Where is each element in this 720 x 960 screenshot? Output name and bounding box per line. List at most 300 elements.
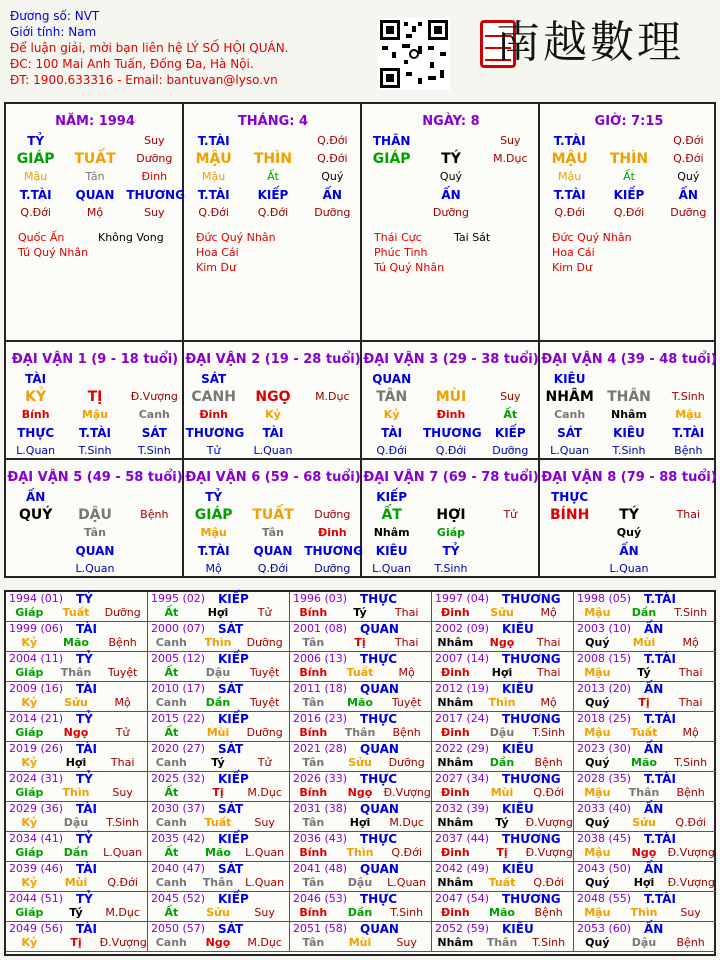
heavenly-stem: CANH — [191, 389, 236, 405]
earthly-branch: TÝ — [619, 507, 639, 523]
dai-van-title: ĐẠI VẬN 8 (79 - 88 tuổi) — [541, 470, 717, 485]
year-stage: Thai — [394, 606, 419, 619]
pillar-row — [362, 150, 540, 168]
year-cell — [574, 622, 716, 652]
year-pillar — [290, 756, 430, 769]
ten-god: SÁT — [201, 372, 227, 386]
year-stage: T.Sinh — [532, 936, 566, 949]
hidden-god: TÀI — [262, 426, 284, 440]
year-branch: Ngọ — [347, 786, 373, 799]
year-branch: Hợi — [207, 606, 229, 619]
year-stage: L.Quan — [245, 876, 285, 889]
hidden-stage: L.Quan — [16, 444, 56, 457]
hidden-god: ẤN — [441, 188, 461, 202]
year-label: 2014 (21) — [9, 712, 64, 725]
year-pillar — [148, 726, 288, 739]
dv-row — [540, 524, 718, 542]
year-ten-god: ẤN — [644, 922, 664, 936]
stage: Q.Đới — [673, 134, 704, 147]
year-pillar — [432, 756, 572, 769]
contact-line: Để luận giải, mời bạn liên hệ LÝ SỐ HỘI QUÁN. — [10, 41, 289, 55]
hidden-stem: Đinh — [199, 408, 228, 421]
dv-row — [6, 370, 184, 388]
year-ten-god: SÁT — [218, 862, 244, 876]
hidden-stage: Dưỡng — [314, 562, 351, 575]
dv-row — [362, 442, 540, 460]
year-stem: Mậu — [584, 786, 611, 799]
year-ten-god: THỰC — [360, 652, 398, 666]
ten-god: THÂN — [372, 134, 411, 148]
pillar-cell — [362, 112, 540, 290]
year-stem: Nhâm — [437, 636, 474, 649]
year-ten-god: THỰC — [360, 892, 398, 906]
dv-row — [362, 506, 540, 524]
year-label: 2040 (47) — [151, 862, 206, 875]
year-pillar — [290, 606, 430, 619]
dv-row — [6, 442, 184, 460]
earthly-branch: DẬU — [78, 507, 112, 523]
year-cell — [6, 832, 148, 862]
hidden-stage: Mộ — [86, 206, 104, 219]
hidden-stem: Mậu — [24, 170, 48, 183]
hidden-stage — [364, 204, 420, 222]
hidden-stem: Mậu — [558, 170, 582, 183]
hidden-god: T.TÀI — [197, 188, 230, 202]
year-label: 2029 (36) — [9, 802, 64, 815]
dv-row — [6, 524, 184, 542]
pillar-row — [362, 186, 540, 204]
year-stage: Đ.Vượng — [525, 846, 573, 859]
year-label: 2005 (12) — [151, 652, 206, 665]
year-pillar — [148, 666, 288, 679]
address-line: ĐC: 100 Mai Anh Tuấn, Đống Đa, Hà Nội. — [10, 57, 254, 71]
year-stem: Giáp — [15, 906, 44, 919]
ten-god: THỰC — [551, 490, 589, 504]
year-pillar — [432, 726, 572, 739]
heavenly-stem: ẤT — [381, 507, 402, 523]
spacer — [126, 370, 182, 388]
year-stem: Đinh — [441, 846, 470, 859]
year-ten-god: KIÊU — [502, 922, 534, 936]
year-pillar — [432, 906, 572, 919]
year-ten-god: KIÊU — [502, 802, 534, 816]
year-label: 2049 (56) — [9, 922, 64, 935]
year-ten-god: TỶ — [76, 712, 93, 726]
year-stage: Bệnh — [108, 636, 137, 649]
year-cell — [574, 832, 716, 862]
year-ten-god: KIẾP — [218, 832, 249, 846]
hidden-stem: Tân — [262, 526, 284, 539]
year-ten-god: T.TÀI — [644, 712, 676, 726]
spacer — [304, 370, 360, 388]
hidden-god — [482, 186, 538, 204]
hidden-god: KIẾP — [494, 426, 526, 440]
hidden-stem — [8, 524, 64, 542]
year-stem: Nhâm — [437, 756, 474, 769]
year-branch: Tuất — [204, 816, 232, 829]
year-branch: Hợi — [65, 756, 87, 769]
year-stage: Thai — [110, 756, 135, 769]
year-pillar — [148, 936, 288, 949]
ten-god: T.TÀI — [553, 134, 586, 148]
year-pillar — [6, 906, 146, 919]
dai-van-title: ĐẠI VẬN 2 (19 - 28 tuổi) — [185, 352, 361, 367]
year-ten-god: TỶ — [76, 892, 93, 906]
year-ten-god: SÁT — [218, 922, 244, 936]
hidden-stage: L.Quan — [550, 444, 590, 457]
dai-van-cell — [540, 350, 718, 460]
pillar-row — [6, 168, 184, 186]
spacer — [245, 370, 301, 388]
hidden-stage: L.Quan — [253, 444, 293, 457]
year-pillar — [432, 786, 572, 799]
dv-row — [184, 388, 362, 406]
year-cell — [6, 742, 148, 772]
pillar-row — [362, 204, 540, 222]
year-branch: Mùi — [632, 636, 656, 649]
year-branch: Tị — [70, 936, 82, 949]
year-stage: T.Sinh — [106, 816, 140, 829]
year-stem: Bính — [299, 666, 328, 679]
dv-row — [540, 370, 718, 388]
year-ten-god: TỶ — [76, 592, 93, 606]
dv-row — [6, 406, 184, 424]
year-label: 2027 (34) — [435, 772, 490, 785]
year-stem: Bính — [299, 606, 328, 619]
year-branch: Mùi — [348, 936, 372, 949]
year-ten-god: ẤN — [644, 742, 664, 756]
year-cell — [574, 862, 716, 892]
year-stage: T.Sinh — [674, 606, 708, 619]
year-label: 2019 (26) — [9, 742, 64, 755]
year-stage: Dưỡng — [388, 756, 425, 769]
pillar-cell — [6, 112, 184, 290]
year-ten-god: KIẾP — [218, 592, 249, 606]
year-pillar — [574, 906, 714, 919]
year-label: 2034 (41) — [9, 832, 64, 845]
year-stage: L.Quan — [103, 846, 143, 859]
star-list — [196, 230, 362, 290]
year-stem: Quý — [585, 696, 610, 709]
year-branch: Mùi — [206, 726, 230, 739]
year-ten-god: TÀI — [76, 742, 98, 756]
year-cell — [574, 682, 716, 712]
year-ten-god: ẤN — [644, 802, 664, 816]
year-ten-god: QUAN — [360, 802, 399, 816]
hidden-stem: Nhâm — [611, 408, 647, 421]
earthly-branch: NGỌ — [255, 389, 291, 405]
year-cell — [148, 832, 290, 862]
year-pillar — [574, 726, 714, 739]
year-cell — [290, 922, 432, 952]
star-item: Đức Quý Nhân — [552, 231, 632, 244]
earthly-branch: THÌN — [253, 151, 293, 167]
year-pillar — [432, 936, 572, 949]
year-cell — [6, 802, 148, 832]
year-ten-god: TÀI — [76, 622, 98, 636]
year-cell — [148, 862, 290, 892]
ten-god: TỶ — [205, 490, 223, 504]
year-ten-god: ẤN — [644, 862, 664, 876]
year-pillar — [432, 846, 572, 859]
year-cell — [6, 652, 148, 682]
year-cell — [148, 742, 290, 772]
year-cell — [574, 802, 716, 832]
year-stem: Đinh — [441, 906, 470, 919]
ten-god: KIẾP — [376, 490, 408, 504]
hidden-stage: L.Quan — [75, 562, 115, 575]
year-pillar — [6, 726, 146, 739]
year-label: 2031 (38) — [293, 802, 348, 815]
dv-row — [184, 424, 362, 442]
spacer — [67, 370, 123, 388]
star-item: Kim Dư — [196, 261, 236, 274]
year-branch: Mão — [631, 756, 657, 769]
year-ten-god: KIÊU — [502, 862, 534, 876]
stage: Tử — [503, 508, 518, 521]
dv-row — [6, 542, 184, 560]
dai-van-cell — [362, 350, 540, 460]
year-stage: Dưỡng — [246, 726, 283, 739]
year-stem: Canh — [155, 816, 187, 829]
year-branch: Ngọ — [631, 846, 657, 859]
year-ten-god: THƯƠNG — [502, 592, 561, 606]
year-stage: Q.Đới — [675, 816, 706, 829]
year-cell — [290, 892, 432, 922]
year-stem: Tân — [302, 876, 325, 889]
dai-van-title: ĐẠI VẬN 4 (39 - 48 tuổi) — [541, 352, 717, 367]
year-label: 2022 (29) — [435, 742, 490, 755]
year-branch: Tý — [495, 816, 509, 829]
year-stage: Dưỡng — [246, 636, 283, 649]
hidden-god: T.TÀI — [79, 426, 111, 440]
year-stage: Thai — [394, 636, 419, 649]
year-cell — [290, 622, 432, 652]
hidden-stem: Mậu — [675, 408, 702, 421]
year-pillar — [574, 816, 714, 829]
stage: Suy — [500, 134, 521, 147]
year-cell — [148, 922, 290, 952]
year-ten-god: KIÊU — [502, 682, 534, 696]
year-ten-god: SÁT — [218, 622, 244, 636]
year-ten-god: QUAN — [360, 742, 399, 756]
pillar-row — [184, 204, 362, 222]
year-label: 2016 (23) — [293, 712, 348, 725]
hidden-god — [8, 542, 64, 560]
year-stem: Giáp — [15, 846, 44, 859]
year-stem: Ất — [164, 906, 179, 919]
year-stage: M.Dục — [247, 786, 282, 799]
year-label: 2033 (40) — [577, 802, 632, 815]
year-stage: Bệnh — [676, 936, 705, 949]
hidden-stem: Đinh — [436, 408, 466, 421]
year-cell — [574, 712, 716, 742]
year-label: 2051 (58) — [293, 922, 348, 935]
hidden-stage: Q.Đới — [435, 444, 467, 457]
spacer — [67, 488, 123, 506]
year-branch: Sửu — [64, 696, 88, 709]
year-stage: Bệnh — [534, 756, 563, 769]
year-branch: Mùi — [490, 786, 514, 799]
year-stem: Tân — [302, 636, 325, 649]
year-stem: Bính — [299, 846, 328, 859]
year-stage: Tuyệt — [249, 696, 280, 709]
dai-van-cell — [184, 468, 362, 578]
year-cell — [148, 592, 290, 622]
star-item: Tú Quý Nhân — [18, 246, 89, 259]
hidden-god: THỰC — [17, 426, 55, 440]
year-stem: Nhâm — [437, 816, 474, 829]
year-stage: Q.Đới — [391, 846, 422, 859]
year-stem: Quý — [585, 816, 610, 829]
pillar-row — [6, 150, 184, 168]
year-branch: Tị — [212, 786, 224, 799]
ten-god: TỶ — [27, 134, 45, 148]
yearly-luck-grid — [4, 590, 716, 956]
star-item: Quốc Ấn — [18, 231, 65, 244]
year-branch: Sửu — [348, 756, 372, 769]
year-branch: Tuất — [346, 666, 374, 679]
hidden-stem — [364, 168, 420, 186]
earthly-branch: TUẤT — [74, 151, 116, 167]
year-cell — [574, 772, 716, 802]
dv-row — [184, 370, 362, 388]
earthly-branch: TỊ — [87, 389, 103, 405]
star-item: Kim Dư — [552, 261, 592, 274]
four-pillars-grid — [4, 102, 716, 578]
year-cell — [6, 682, 148, 712]
year-pillar — [6, 786, 146, 799]
hidden-god: SÁT — [557, 426, 583, 440]
year-stage: Mộ — [682, 636, 699, 649]
spacer — [660, 488, 716, 506]
dv-row — [184, 442, 362, 460]
year-pillar — [290, 876, 430, 889]
year-pillar — [290, 726, 430, 739]
year-pillar — [290, 786, 430, 799]
year-branch: Ngọ — [489, 636, 515, 649]
hidden-stem: Ất — [267, 170, 279, 183]
hidden-god: TỶ — [442, 544, 460, 558]
year-stem: Bính — [299, 906, 328, 919]
star-item: Thái Cực — [374, 231, 422, 244]
year-stem: Mậu — [584, 666, 611, 679]
year-cell — [432, 772, 574, 802]
year-ten-god: THỰC — [360, 592, 398, 606]
year-label: 2018 (25) — [577, 712, 632, 725]
year-cell — [574, 652, 716, 682]
year-cell — [432, 802, 574, 832]
star-item: Tai Sát — [454, 231, 491, 244]
year-pillar — [432, 666, 572, 679]
year-stem: Giáp — [15, 606, 44, 619]
year-label: 2008 (15) — [577, 652, 632, 665]
stage: M.Dục — [493, 152, 528, 165]
year-pillar — [148, 816, 288, 829]
dv-row — [184, 524, 362, 542]
hidden-god — [542, 542, 598, 560]
year-ten-god: THƯƠNG — [502, 892, 561, 906]
hidden-god: KIẾP — [613, 188, 645, 202]
year-cell — [432, 682, 574, 712]
stage: M.Dục — [315, 390, 350, 403]
year-stage: L.Quan — [245, 846, 285, 859]
hidden-stem: Quý — [321, 170, 344, 183]
year-pillar — [6, 666, 146, 679]
pillar-row — [362, 168, 540, 186]
spacer — [482, 488, 538, 506]
year-cell — [290, 742, 432, 772]
year-branch: Thìn — [62, 786, 90, 799]
year-cell — [6, 592, 148, 622]
year-label: 2046 (53) — [293, 892, 348, 905]
year-ten-god: SÁT — [218, 742, 244, 756]
heavenly-stem: KỶ — [25, 389, 47, 405]
year-stem: Bính — [299, 786, 328, 799]
year-stage: Tuyệt — [391, 696, 422, 709]
year-ten-god: TÀI — [76, 922, 98, 936]
ten-god: T.TÀI — [197, 134, 230, 148]
dai-van-cell — [362, 468, 540, 578]
hidden-stem: Kỷ — [383, 408, 400, 421]
year-pillar — [148, 846, 288, 859]
year-cell — [432, 892, 574, 922]
year-ten-god: ẤN — [644, 682, 664, 696]
year-pillar — [432, 876, 572, 889]
dv-row — [540, 388, 718, 406]
year-branch: Mão — [489, 906, 515, 919]
year-ten-god: TÀI — [76, 802, 98, 816]
year-branch: Tuất — [488, 876, 516, 889]
dai-van-cell — [540, 468, 718, 578]
year-pillar — [6, 936, 146, 949]
year-label: 2045 (52) — [151, 892, 206, 905]
hidden-stem: Đinh — [141, 170, 168, 183]
hidden-god — [660, 542, 716, 560]
year-stem: Kỷ — [21, 816, 38, 829]
year-stage: Mộ — [398, 666, 415, 679]
heavenly-stem: GIÁP — [194, 507, 233, 523]
star-item: Hoa Cái — [552, 246, 595, 259]
spacer — [423, 370, 479, 388]
stage: Dưỡng — [136, 152, 173, 165]
year-stage: Suy — [254, 906, 275, 919]
year-branch: Hợi — [491, 666, 513, 679]
hidden-stage: Bệnh — [674, 444, 703, 457]
year-pillar — [290, 936, 430, 949]
year-label: 2028 (35) — [577, 772, 632, 785]
year-stem: Mậu — [584, 726, 611, 739]
qr-code[interactable] — [378, 18, 450, 90]
stage: Dưỡng — [314, 508, 351, 521]
year-label: 2025 (32) — [151, 772, 206, 785]
year-stem: Canh — [155, 756, 187, 769]
dv-row — [184, 488, 362, 506]
ten-god: QUAN — [372, 372, 412, 386]
hidden-god: QUAN — [75, 544, 115, 558]
year-stem: Canh — [155, 936, 187, 949]
year-cell — [6, 922, 148, 952]
dv-row — [540, 506, 718, 524]
year-pillar — [6, 636, 146, 649]
year-branch: Dần — [205, 696, 231, 709]
year-ten-god: QUAN — [360, 622, 399, 636]
year-label: 2011 (18) — [293, 682, 348, 695]
year-stage: Thai — [678, 696, 703, 709]
dv-row — [362, 560, 540, 578]
year-stem: Kỷ — [21, 756, 38, 769]
hidden-stage: Q.Đới — [613, 206, 645, 219]
